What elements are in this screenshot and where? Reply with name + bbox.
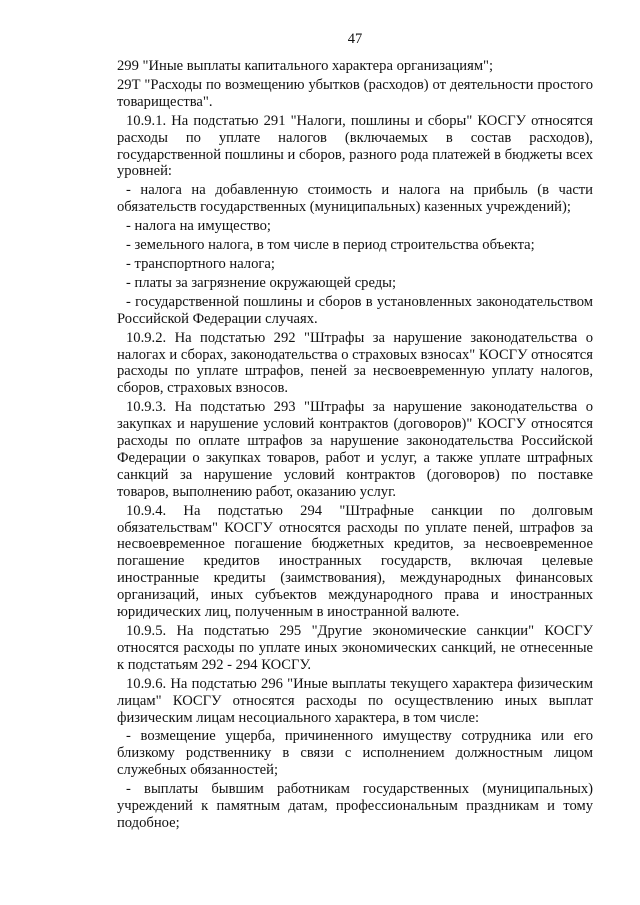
paragraph-299: 299 "Иные выплаты капитального характера организациям"; <box>117 58 494 74</box>
paragraph-10-9-2: 10.9.2. На подстатью 292 "Штрафы за нарушение законодательства о налогах и сборах, законодательства о страховых взносах" КОСГУ относятся расходы по уплате штрафов, пеней за несвоевременную уплату налогов, сборов, страховых взносов. <box>117 329 593 397</box>
list-item-transport-tax: - транспортного налога; <box>126 255 275 272</box>
paragraph-10-9-6: 10.9.6. На подстатью 296 "Иные выплаты текущего характера физическим лицам" КОСГУ относятся расходы по осуществлению иных выплат физическим лицам несоциального характера, в том числе: <box>117 675 593 726</box>
list-item-damage-compensation: - возмещение ущерба, причиненного имуществу сотрудника или его близкому родственнику в связи с исполнением должностным лицом служебных обязанностей; <box>117 728 593 779</box>
list-item-vat-profit-tax: - налога на добавленную стоимость и налога на прибыль (в части обязательств государственных (муниципальных) казенных учреждений); <box>117 182 593 216</box>
list-item-pollution-fee: - платы за загрязнение окружающей среды; <box>126 274 397 291</box>
paragraph-10-9-5: 10.9.5. На подстатью 295 "Другие экономические санкции" КОСГУ относятся расходы по уплате иных экономических санкций, не отнесенные к подстатьям 292 - 294 КОСГУ. <box>117 623 593 673</box>
list-item-state-duty: - государственной пошлины и сборов в установленных законодательством Российской Федерации случаях. <box>117 293 593 327</box>
paragraph-29t: 29Т "Расходы по возмещению убытков (расходов) от деятельности простого товарищества". <box>117 76 593 110</box>
document-body <box>117 58 593 832</box>
list-item-former-employees: - выплаты бывшим работникам государственных (муниципальных) учреждений к памятным датам, профессиональным праздникам и тому подобное; <box>117 781 593 831</box>
paragraph-10-9-4: 10.9.4. На подстатью 294 "Штрафные санкции по долговым обязательствам" КОСГУ относятся расходы по уплате пеней, штрафов за несвоевременное погашение бюджетных кредитов, за несвоевременное погашение кредитов иностранных государств, включая целевые иностранные кредиты (заимствования), международных финансовых организаций, иных субъектов международного права и иностранных юридических лиц, полученным в иностранной валюте. <box>117 502 593 621</box>
paragraph-10-9-3: 10.9.3. На подстатью 293 "Штрафы за нарушение законодательства о закупках и нарушение условий контрактов (договоров)" КОСГУ относятся расходы по оплате штрафов за нарушение законодательства Российской Федерации о закупках товаров, работ и услуг, а также уплате штрафных санкций за нарушение условий контрактов (договоров) по поставке товаров, выполнению работ, оказанию услуг. <box>117 399 593 500</box>
list-item-property-tax: - налога на имущество; <box>126 218 271 235</box>
page-number: 47 <box>347 31 363 47</box>
list-item-land-tax: - земельного налога, в том числе в период строительства объекта; <box>126 237 535 254</box>
paragraph-10-9-1: 10.9.1. На подстатью 291 "Налоги, пошлины и сборы" КОСГУ относятся расходы по уплате налогов (включаемых в состав расходов), государственной пошлины и сборов, разного рода платежей в бюджеты всех уровней: <box>117 112 593 180</box>
document-page <box>117 30 593 900</box>
